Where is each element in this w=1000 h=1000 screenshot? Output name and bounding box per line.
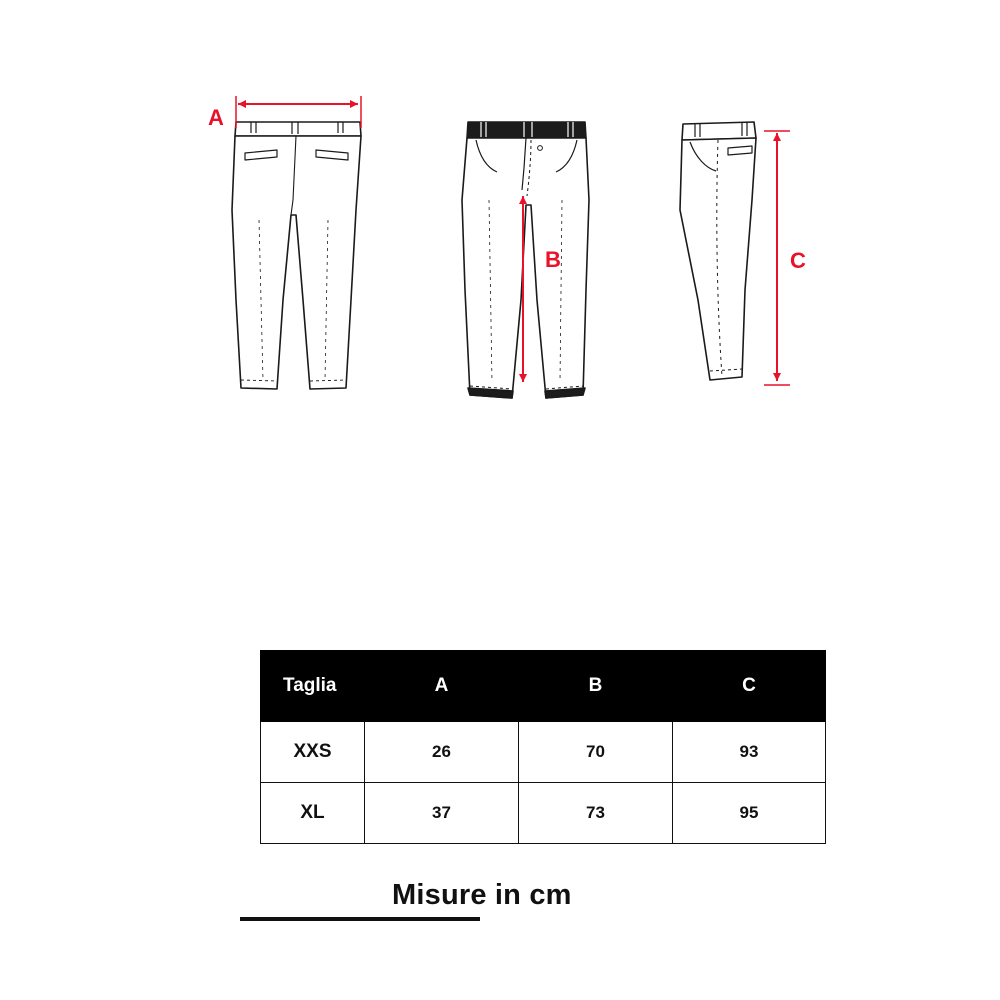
cell-c: 93 <box>673 722 826 783</box>
pants-front-view <box>462 122 589 398</box>
cell-size: XL <box>261 783 365 844</box>
measure-label-a: A <box>208 105 225 130</box>
cell-a: 37 <box>365 783 519 844</box>
header-size: Taglia <box>261 651 365 722</box>
cell-a: 26 <box>365 722 519 783</box>
table-row <box>261 722 826 783</box>
header-a: A <box>365 651 519 722</box>
size-chart-table <box>260 650 826 844</box>
cell-b: 70 <box>519 722 673 783</box>
caption-underline <box>240 917 480 921</box>
measure-label-b: B <box>545 247 562 272</box>
pants-measurement-diagram <box>0 0 1000 430</box>
pants-side-view <box>680 122 756 380</box>
table-header-row <box>261 651 826 722</box>
header-b: B <box>519 651 673 722</box>
table-row <box>261 783 826 844</box>
cell-b: 73 <box>519 783 673 844</box>
cell-c: 95 <box>673 783 826 844</box>
header-c: C <box>673 651 826 722</box>
pants-back-view <box>232 122 361 389</box>
measure-label-c: C <box>790 248 807 273</box>
measure-arrow-c <box>764 131 790 385</box>
cell-size: XXS <box>261 722 365 783</box>
caption-text: Misure in cm <box>392 879 572 911</box>
